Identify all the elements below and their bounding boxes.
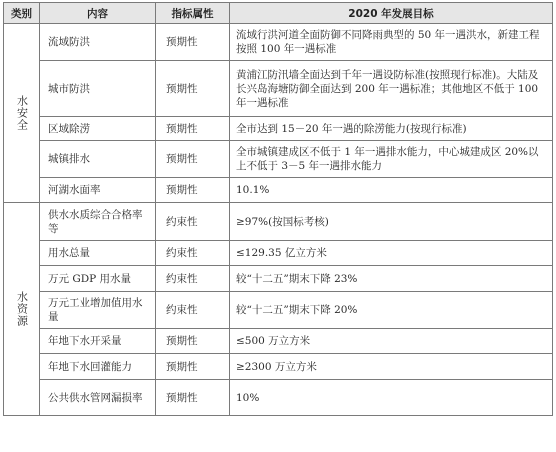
row-item: 城镇排水 (40, 141, 156, 178)
row-attribute: 预期性 (156, 61, 230, 117)
table-row (4, 292, 553, 329)
row-attribute: 预期性 (156, 354, 230, 380)
row-attribute: 约束性 (156, 241, 230, 266)
row-item: 区域除涝 (40, 117, 156, 141)
row-target: 黄浦江防汛墙全面达到千年一遇设防标准(按照现行标准)。大陆及长兴岛海塘防御全面达到 200 年一遇标准；其他地区不低于 100 年一遇标准 (230, 61, 553, 117)
table-row (4, 141, 553, 178)
table-row (4, 354, 553, 380)
row-item: 城市防洪 (40, 61, 156, 117)
row-item: 年地下水回灌能力 (40, 354, 156, 380)
category-water-resources: 水资源 (4, 203, 40, 416)
header-row (4, 3, 553, 24)
row-item: 年地下水开采量 (40, 329, 156, 354)
development-targets-table (3, 2, 553, 416)
table-row (4, 241, 553, 266)
row-target: 10.1% (230, 178, 553, 203)
header-category: 类别 (4, 3, 40, 24)
row-target: 全市城镇建成区不低于 1 年一遇排水能力，中心城建成区 20%以上不低于 3－5 年一遇排水能力 (230, 141, 553, 178)
table-row (4, 178, 553, 203)
table-row (4, 266, 553, 292)
table-row (4, 117, 553, 141)
row-target: ≥2300 万立方米 (230, 354, 553, 380)
row-attribute: 约束性 (156, 266, 230, 292)
row-attribute: 约束性 (156, 203, 230, 241)
header-target: 2020 年发展目标 (230, 3, 553, 24)
row-attribute: 预期性 (156, 117, 230, 141)
row-target: ≥97%(按国标考核) (230, 203, 553, 241)
row-target: 流域行洪河道全面防御不同降雨典型的 50 年一遇洪水，新建工程按照 100 年一遇标准 (230, 24, 553, 61)
header-content: 内容 (40, 3, 156, 24)
row-target: 较“十二五”期末下降 20% (230, 292, 553, 329)
row-item: 万元 GDP 用水量 (40, 266, 156, 292)
row-item: 流域防洪 (40, 24, 156, 61)
row-item: 用水总量 (40, 241, 156, 266)
row-attribute: 预期性 (156, 380, 230, 416)
table-row (4, 380, 553, 416)
row-attribute: 预期性 (156, 178, 230, 203)
table-row (4, 61, 553, 117)
row-target: 较“十二五”期末下降 23% (230, 266, 553, 292)
row-item: 万元工业增加值用水量 (40, 292, 156, 329)
table-row (4, 24, 553, 61)
category-water-security: 水安全 (4, 24, 40, 203)
header-attribute: 指标属性 (156, 3, 230, 24)
table-row (4, 203, 553, 241)
row-target: ≤129.35 亿立方米 (230, 241, 553, 266)
row-item: 供水水质综合合格率等 (40, 203, 156, 241)
row-attribute: 预期性 (156, 24, 230, 61)
row-item: 河湖水面率 (40, 178, 156, 203)
row-attribute: 预期性 (156, 329, 230, 354)
row-target: 10% (230, 380, 553, 416)
row-item: 公共供水管网漏损率 (40, 380, 156, 416)
row-target: ≤500 万立方米 (230, 329, 553, 354)
row-attribute: 约束性 (156, 292, 230, 329)
row-target: 全市达到 15－20 年一遇的除涝能力(按现行标准) (230, 117, 553, 141)
table-row (4, 329, 553, 354)
row-attribute: 预期性 (156, 141, 230, 178)
